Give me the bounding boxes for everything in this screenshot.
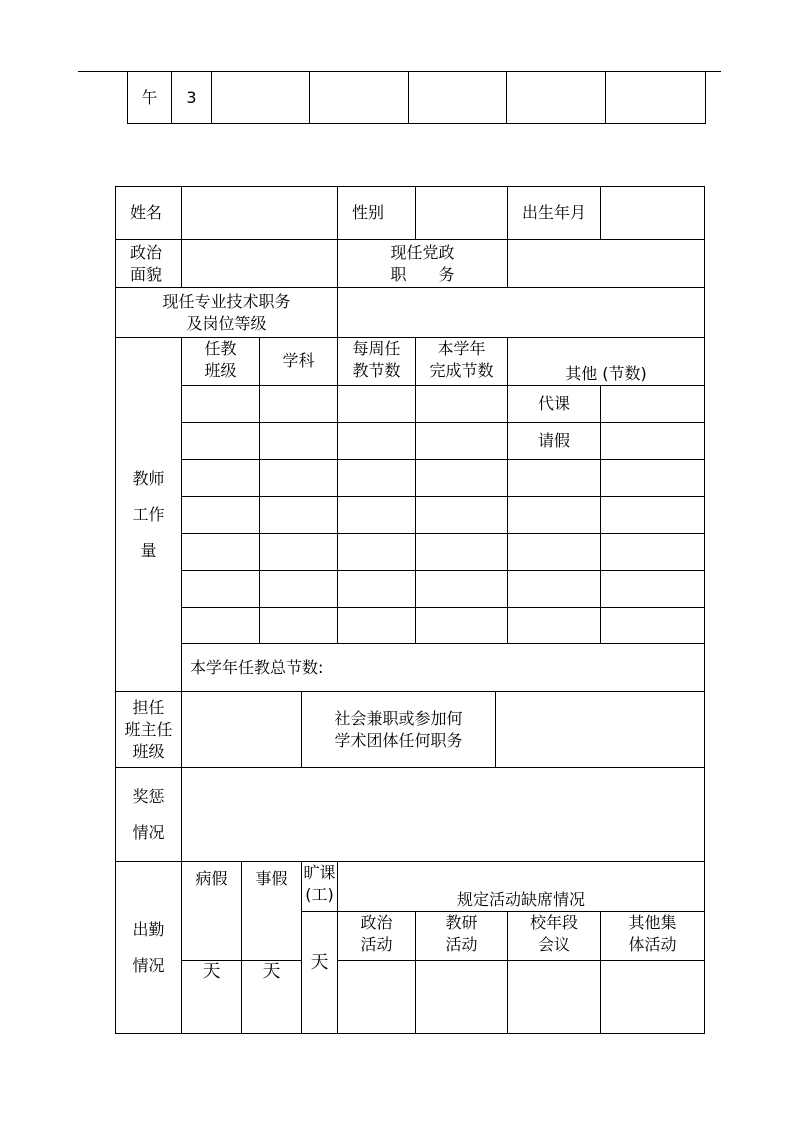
awards-value[interactable] bbox=[182, 768, 705, 862]
position-value[interactable] bbox=[508, 240, 705, 288]
other-collective-value[interactable] bbox=[601, 961, 705, 1034]
social-position-value[interactable] bbox=[496, 692, 705, 768]
gender-value[interactable] bbox=[416, 187, 508, 240]
workload-cell[interactable] bbox=[601, 460, 705, 497]
homeroom-value[interactable] bbox=[182, 692, 302, 768]
substitute-value[interactable] bbox=[601, 386, 705, 423]
tech-title-label: 现任专业技术职务 及岗位等级 bbox=[116, 288, 338, 338]
workload-cell[interactable] bbox=[260, 608, 338, 644]
workload-cell[interactable] bbox=[182, 497, 260, 534]
top-table bbox=[127, 71, 706, 124]
workload-cell[interactable] bbox=[601, 571, 705, 608]
research-activity-label: 教研 活动 bbox=[416, 912, 508, 961]
top-cell-empty bbox=[606, 72, 706, 124]
workload-cell[interactable] bbox=[338, 497, 416, 534]
homeroom-label: 担任 班主任 班级 bbox=[116, 692, 182, 768]
political-activity-value[interactable] bbox=[338, 961, 416, 1034]
birth-label: 出生年月 bbox=[508, 187, 601, 240]
workload-cell[interactable] bbox=[416, 608, 508, 644]
workload-cell[interactable] bbox=[182, 534, 260, 571]
total-lessons-label[interactable]: 本学年任教总节数: bbox=[182, 644, 705, 692]
workload-cell[interactable] bbox=[338, 608, 416, 644]
name-value[interactable] bbox=[182, 187, 338, 240]
tech-title-value[interactable] bbox=[338, 288, 705, 338]
activities-absence-label: 规定活动缺席情况 bbox=[338, 862, 705, 912]
leave-value[interactable] bbox=[601, 423, 705, 460]
workload-cell[interactable] bbox=[260, 423, 338, 460]
workload-cell[interactable] bbox=[508, 534, 601, 571]
col-subject-header: 学科 bbox=[260, 338, 338, 386]
workload-cell[interactable] bbox=[601, 534, 705, 571]
workload-cell[interactable] bbox=[338, 386, 416, 423]
workload-cell[interactable] bbox=[338, 460, 416, 497]
top-cell-empty bbox=[507, 72, 606, 124]
other-collective-label: 其他集 体活动 bbox=[601, 912, 705, 961]
workload-cell[interactable] bbox=[260, 571, 338, 608]
position-label: 现任党政 职 务 bbox=[338, 240, 508, 288]
top-cell-period: 午 bbox=[128, 72, 172, 124]
absent-days-unit: 天 bbox=[302, 912, 338, 1034]
social-position-label: 社会兼职或参加何 学术团体任何职务 bbox=[302, 692, 496, 768]
personal-days-unit[interactable]: 天 bbox=[242, 961, 302, 1034]
workload-cell[interactable] bbox=[416, 534, 508, 571]
workload-cell[interactable] bbox=[416, 423, 508, 460]
sick-leave-label: 病假 bbox=[182, 862, 242, 961]
birth-value[interactable] bbox=[601, 187, 705, 240]
name-label: 姓名 bbox=[116, 187, 182, 240]
col-class-header: 任教 班级 bbox=[182, 338, 260, 386]
workload-cell[interactable] bbox=[260, 386, 338, 423]
substitute-label: 代课 bbox=[508, 386, 601, 423]
workload-cell[interactable] bbox=[601, 497, 705, 534]
workload-cell[interactable] bbox=[338, 423, 416, 460]
col-year-header: 本学年 完成节数 bbox=[416, 338, 508, 386]
workload-cell[interactable] bbox=[508, 608, 601, 644]
workload-cell[interactable] bbox=[416, 386, 508, 423]
grade-meeting-value[interactable] bbox=[508, 961, 601, 1034]
teacher-form-table bbox=[115, 186, 705, 1034]
workload-cell[interactable] bbox=[182, 386, 260, 423]
personal-leave-label: 事假 bbox=[242, 862, 302, 961]
workload-label: 教师 工作 量 bbox=[116, 338, 182, 692]
workload-cell[interactable] bbox=[416, 460, 508, 497]
top-cell-empty bbox=[310, 72, 409, 124]
absent-label: 旷课 (工) bbox=[302, 862, 338, 912]
awards-label: 奖惩 情况 bbox=[116, 768, 182, 862]
col-other-header: 其他 (节数) bbox=[508, 338, 705, 386]
political-activity-label: 政治 活动 bbox=[338, 912, 416, 961]
workload-cell[interactable] bbox=[416, 497, 508, 534]
col-weekly-header: 每周任 教节数 bbox=[338, 338, 416, 386]
attendance-label: 出勤 情况 bbox=[116, 862, 182, 1034]
workload-cell[interactable] bbox=[260, 534, 338, 571]
workload-cell[interactable] bbox=[508, 571, 601, 608]
workload-cell[interactable] bbox=[508, 460, 601, 497]
gender-label: 性别 bbox=[338, 187, 416, 240]
workload-cell[interactable] bbox=[508, 497, 601, 534]
grade-meeting-label: 校年段 会议 bbox=[508, 912, 601, 961]
workload-cell[interactable] bbox=[182, 608, 260, 644]
workload-cell[interactable] bbox=[416, 571, 508, 608]
workload-cell[interactable] bbox=[338, 534, 416, 571]
top-cell-empty bbox=[212, 72, 310, 124]
workload-cell[interactable] bbox=[182, 460, 260, 497]
sick-days-unit[interactable]: 天 bbox=[182, 961, 242, 1034]
workload-cell[interactable] bbox=[260, 497, 338, 534]
research-activity-value[interactable] bbox=[416, 961, 508, 1034]
top-cell-empty bbox=[409, 72, 507, 124]
workload-cell[interactable] bbox=[260, 460, 338, 497]
workload-cell[interactable] bbox=[182, 571, 260, 608]
workload-cell[interactable] bbox=[601, 608, 705, 644]
political-value[interactable] bbox=[182, 240, 338, 288]
political-label: 政治 面貌 bbox=[116, 240, 182, 288]
workload-cell[interactable] bbox=[338, 571, 416, 608]
top-cell-number: 3 bbox=[172, 72, 212, 124]
workload-cell[interactable] bbox=[182, 423, 260, 460]
leave-label: 请假 bbox=[508, 423, 601, 460]
